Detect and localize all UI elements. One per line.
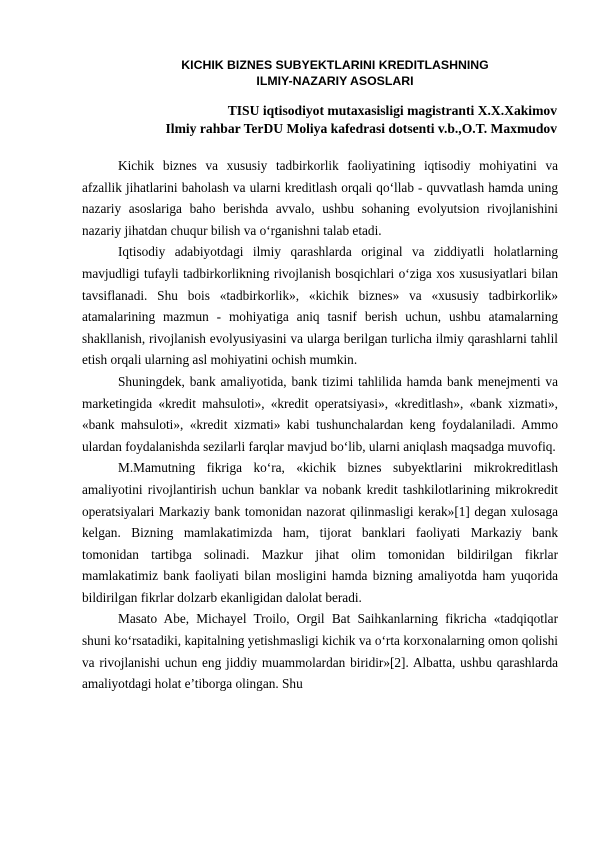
- paragraph-3: Shuningdek, bank amaliyotida, bank tizimi tahlilida hamda bank menejmenti va marketingida «kredit mahsuloti», «kredit operatsiyasi», «kreditlash», «bank xizmati», «bank mahsuloti», «kredit xizmati» kabi tushunchalardan keng foydalaniladi. Ammo ulardan foydalanishda sezilarli farqlar mavjud bo‘lib, ularni aniqlash maqsadga muvofiq.: [82, 373, 558, 454]
- article-body: [82, 155, 558, 695]
- author-line: TISU iqtisodiyot mutaxasisligi magistranti X.X.Xakimov: [227, 103, 557, 118]
- paragraph-1: Kichik biznes va xususiy tadbirkorlik faoliyatining iqtisodiy mohiyatini va afzallik jihatlarini baholash va ularni kreditlash orqali qo‘llab - quvvatlash hamda uning nazariy asoslariga baho berishda avvalo, ushbu sohaning evolyutsion rivojlanishini nazariy jihatdan chuqur bilish va o‘rganishni talab etadi.: [82, 158, 558, 238]
- paragraph-5: Masato Abe, Michayel Troilo, Orgil Bat Saihkanlarning fikricha «tadqiqotlar shuni ko‘rsatadiki, kapitalning yetishmasligi kichik va o‘rta korxonalarning omon qolishi va rivojlanishi uchun eng jiddiy muammolardan biridir»[2]. Albatta, ushbu qarashlarda amaliyotdagi holat e’tiborga olingan. Shu: [82, 611, 558, 692]
- article-title-line-2: ILMIY-NAZARIY ASOSLARI: [256, 74, 414, 88]
- paragraph-2: Iqtisodiy adabiyotdagi ilmiy qarashlarda original va ziddiyatli holatlarning mavjudligi tufayli tadbirkorlikning rivojlanish bosqichlari o‘ziga xos xususiyatlari bilan tavsiflanadi. Shu bois «tadbirkorlik», «kichik biznes» va «xususiy tadbirkorlik» atamalarining mazmun - mohiyatiga aniq tasnif berish uchun, ushbu atamalarning shakllanish, rivojlanish evolyusiyasini va ularga berilgan turlicha ilmiy qarashlarni tahlil etish orqali ularning asl mohiyatini ochish mumkin.: [82, 244, 558, 368]
- paragraph-4: M.Mamutning fikriga ko‘ra, «kichik biznes subyektlarini mikrokreditlash amaliyotini rivojlantirish uchun banklar va nobank kredit tashkilotlarining mikrokredit operatsiyalari Markaziy bank tomonidan nazorat qilinmasligi kerak»[1] degan xulosaga kelgan. Bizning mamlakatimizda ham, tijorat banklari faoliyati Markaziy bank tomonidan tartibga solinadi. Mazkur jihat olim tomonidan bildirilgan fikrlar mamlakatimiz bank faoliyati bilan mosligini hamda bizning amaliyotda ham yuqorida bildirilgan fikrlar dolzarb ekanligidan dalolat beradi.: [82, 460, 558, 605]
- article-title-line-1: KICHIK BIZNES SUBYEKTLARINI KREDITLASHNING: [181, 58, 489, 72]
- supervisor-line: Ilmiy rahbar TerDU Moliya kafedrasi dotsenti v.b.,O.T. Maxmudov: [165, 121, 557, 136]
